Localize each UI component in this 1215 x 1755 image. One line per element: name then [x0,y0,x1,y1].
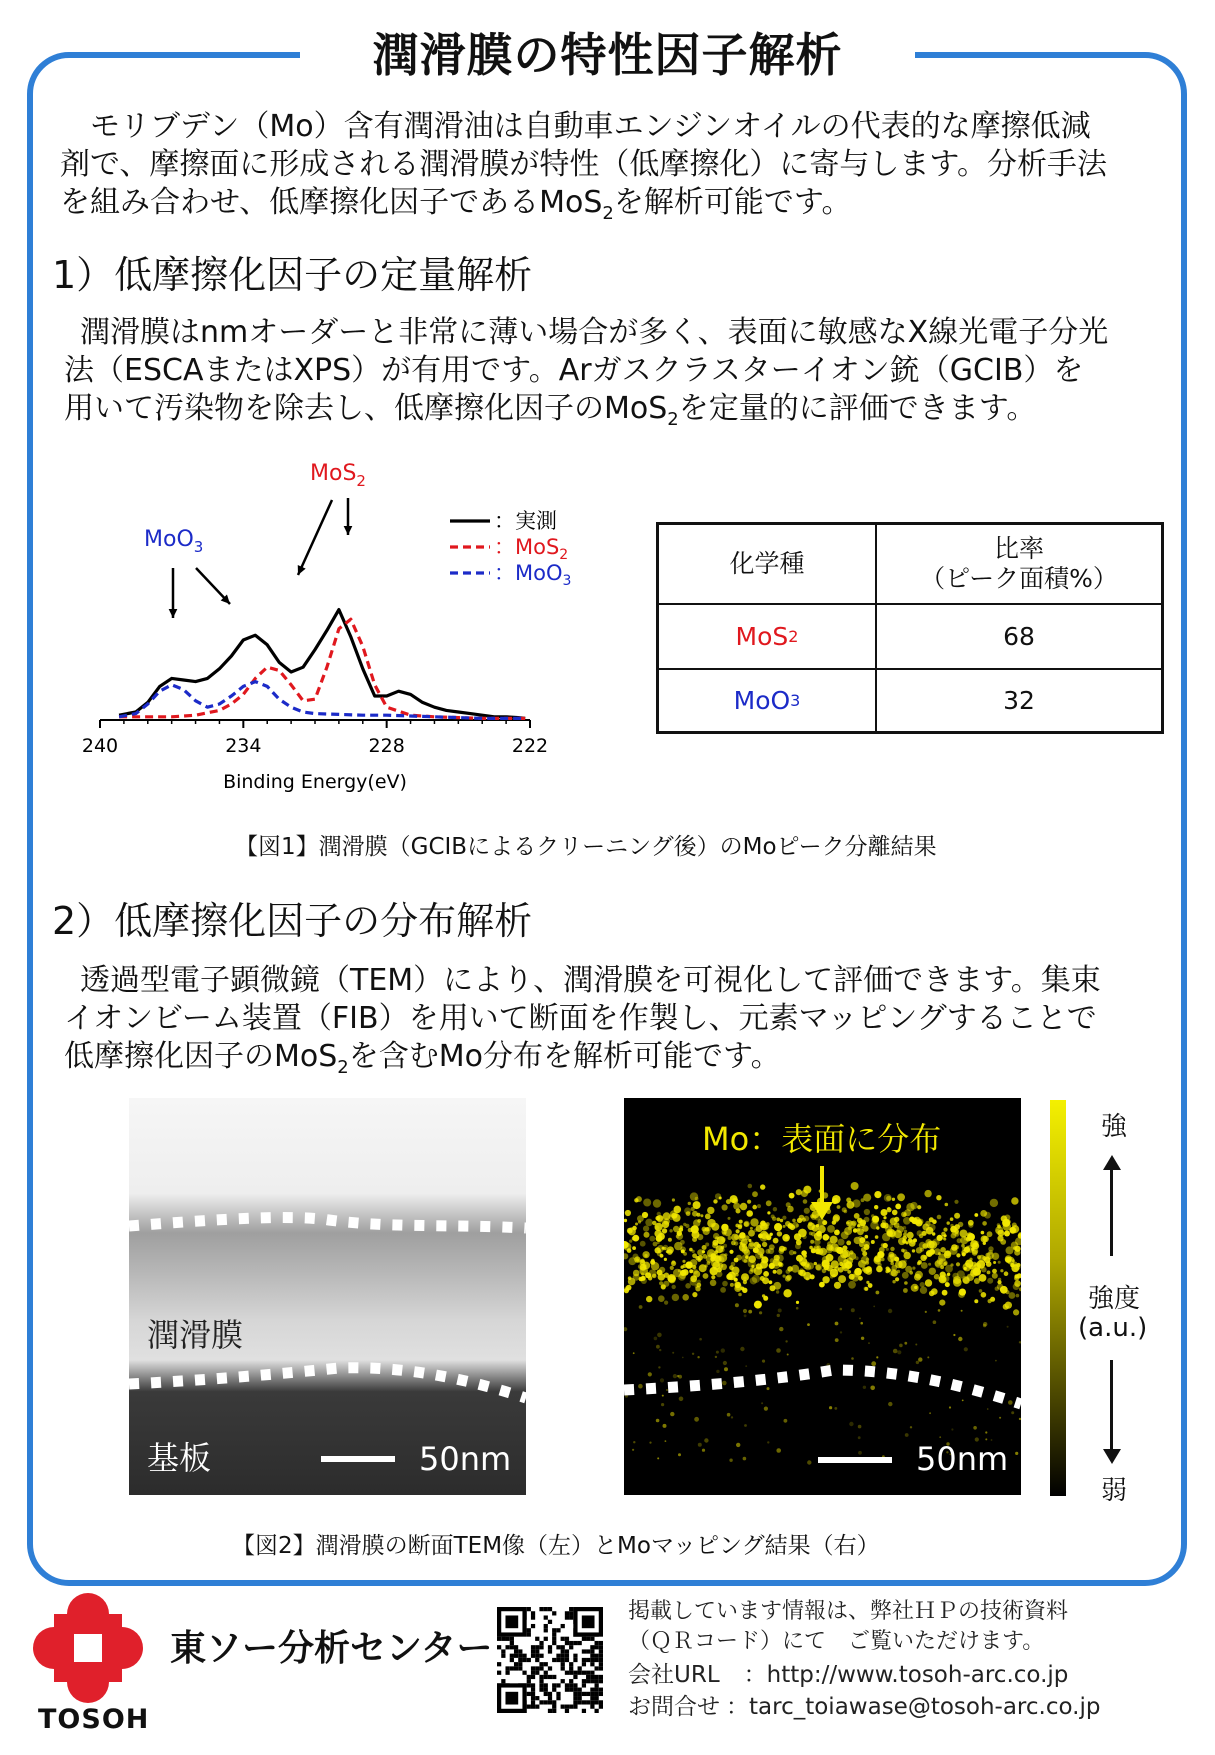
scale-label: 50nm [916,1440,1009,1478]
intro-line-2: 剤で、摩擦面に形成される潤滑膜が特性（低摩擦化）に寄与します。分析手法 [60,147,1107,182]
footer-contact [628,1692,1100,1722]
table-cell-value: 68 [1003,621,1035,651]
footer-note [628,1597,1068,1657]
scale-bar [818,1457,892,1463]
legend-label: ：MoO$_3$ [494,561,572,589]
logo-wordmark: TOSOH [38,1704,150,1735]
tem-image [129,1098,526,1495]
legend-label: ：実測 [494,509,557,533]
table-cell-species: MoO 3 [733,685,801,715]
table-header-ratio: 比率 （ピーク面積%） [920,534,1118,593]
chart-series [119,610,525,719]
table-cell-species: MoS 2 [735,621,799,651]
scale-bar [321,1456,395,1462]
arrowhead-icon [169,609,178,618]
contact-email-link[interactable]: ：tarc_toiawase@tosoh-arc.co.jp [726,1694,1101,1720]
intro-paragraph [60,108,1170,222]
section1-paragraph [64,314,1174,428]
colorbar-title: 強度 [1088,1284,1141,1314]
moo3-annotation: MoO$_3$ [144,527,204,556]
down-arrow-icon [1110,1360,1113,1452]
section2-paragraph [64,962,1174,1076]
table-cell-value: 32 [1003,685,1035,715]
company-name: 東ソー分析センター [170,1628,493,1669]
x-tick-label: 222 [511,735,549,757]
figure1-caption: 【図1】潤滑膜（GCIBによるクリーニング後）のMoピーク分離結果 [235,834,937,860]
figure2-caption: 【図2】潤滑膜の断面TEM像（左）とMoマッピング結果（右） [232,1533,880,1559]
section1-heading: 1）低摩擦化因子の定量解析 [52,253,533,297]
section2-line-1: 透過型電子顕微鏡（TEM）により、潤滑膜を可視化して評価できます。集束 [80,963,1101,998]
colorbar-weak: 弱 [1101,1476,1128,1506]
footer-note-line-2: （ＱＲコード）にて ご覧いただけます。 [628,1629,1045,1654]
colorbar-unit: (a.u.) [1078,1313,1148,1343]
footer-note-line-1: 掲載しています情報は、弊社ＨＰの技術資料 [628,1599,1069,1624]
down-arrow-icon [811,1202,833,1220]
company-url-link[interactable]: ：http://www.tosoh-arc.co.jp [743,1662,1069,1688]
section2-line-2: イオンビーム装置（FIB）を用いて断面を作製し、元素マッピングすることで [64,1001,1097,1036]
series-line-MoS2 [119,619,525,718]
mo-signal-speckles [624,1182,1021,1465]
colorbar-strong: 強 [1101,1112,1128,1142]
legend-label: ：MoS$_2$ [494,535,569,563]
chart-annotations [144,461,366,618]
arrowhead-icon [344,526,353,535]
up-arrow-icon [1110,1168,1113,1256]
mo-annotation: Mo：表面に分布 [702,1120,942,1158]
tosoh-logo-icon [32,1592,144,1704]
intro-line-1: モリブデン（Mo）含有潤滑油は自動車エンジンオイルの代表的な摩擦低減 [90,109,1091,144]
arrow-icon [298,500,332,575]
colorbar [1050,1100,1066,1496]
table-header-species: 化学種 [729,549,805,578]
substrate-label: 基板 [147,1439,212,1477]
section1-line-2: 法（ESCAまたはXPS）が有用です。Arガスクラスターイオン銃（GCIB）を [64,353,1084,388]
section1-line-1: 潤滑膜はnmオーダーと非常に薄い場合が多く、表面に敏感なX線光電子分光 [80,315,1109,350]
section1-line-3: 用いて汚染物を除去し、低摩擦化因子のMoS$_2$を定量的に評価できます。 [64,391,1037,430]
x-tick-label: 228 [368,735,405,757]
chart-legend [450,509,571,589]
section2-line-3: 低摩擦化因子のMoS$_2$を含むMo分布を解析可能です。 [64,1039,781,1078]
footer-url [628,1660,1068,1690]
url-label: 会社URL [628,1662,720,1688]
series-line-実測 [119,610,525,719]
down-arrow-icon [1103,1449,1121,1464]
contact-label: お問合せ [628,1694,720,1720]
mos2-annotation: MoS$_2$ [310,461,366,490]
mo-mapping-image [624,1098,1021,1495]
x-tick-label: 240 [81,735,119,757]
section2-heading: 2）低摩擦化因子の分布解析 [52,899,533,943]
x-tick-label: 234 [225,735,262,757]
xps-chart [40,450,600,820]
chart-axis [82,720,548,793]
ratio-table [656,522,1164,734]
page-title: 潤滑膜の特性因子解析 [300,20,915,90]
intro-line-3: を組み合わせ、低摩擦化因子であるMoS$_2$を解析可能です。 [60,185,852,224]
scale-label: 50nm [419,1440,512,1478]
x-axis-label: Binding Energy(eV) [223,771,407,793]
film-label: 潤滑膜 [147,1316,244,1354]
qr-code-icon [497,1607,603,1713]
